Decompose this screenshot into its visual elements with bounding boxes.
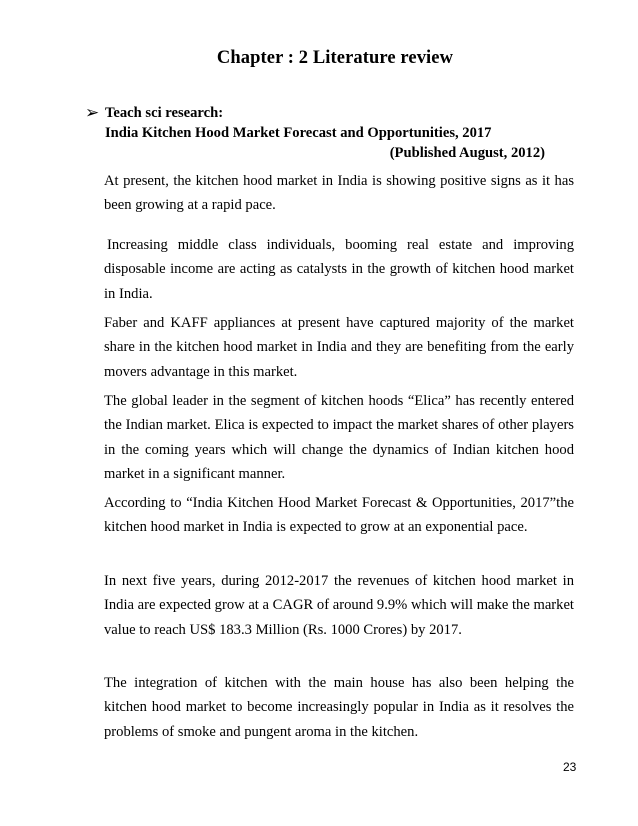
paragraph-7: The integration of kitchen with the main house has also been helping the kitchen hood market to become increasingly popular in India as it resolves the problems of smoke and pungent aroma in the kitchen.	[104, 675, 574, 740]
paragraph-3: Faber and KAFF appliances at present have captured majority of the market share in the kitchen hood market in India and they are benefiting from the early movers advantage in this market.	[104, 315, 574, 380]
page-number: 23	[563, 760, 577, 774]
paragraph-5: According to “India Kitchen Hood Market Forecast & Opportunities, 2017”the kitchen hood market in India is expected to grow at an exponential pace.	[104, 495, 574, 536]
published-date: (Published August, 2012)	[389, 145, 545, 161]
source-label: Teach sci research:	[105, 105, 224, 121]
paragraph-1: At present, the kitchen hood market in India is showing positive signs as it has been growing at a rapid pace.	[104, 173, 574, 214]
chapter-title: Chapter : 2 Literature review	[216, 48, 454, 68]
paragraph-6: In next five years, during 2012-2017 the revenues of kitchen hood market in India are expected grow at a CAGR of around 9.9% which will make the market value to reach US$ 183.3 Million (Rs. 1000 Crores) by 2017.	[104, 573, 574, 638]
paragraph-2: Increasing middle class individuals, booming real estate and improving disposable income are acting as catalysts in the growth of kitchen hood market in India.	[104, 237, 574, 302]
arrow-right-bullet-icon: ➢	[85, 103, 100, 123]
report-title: India Kitchen Hood Market Forecast and Opportunities, 2017	[105, 125, 492, 141]
paragraph-4: The global leader in the segment of kitchen hoods “Elica” has recently entered the Indian market. Elica is expected to impact the market shares of other players in the coming years which will change the dynamics of Indian kitchen hood market in a significant manner.	[104, 393, 574, 482]
section-heading	[87, 103, 587, 163]
